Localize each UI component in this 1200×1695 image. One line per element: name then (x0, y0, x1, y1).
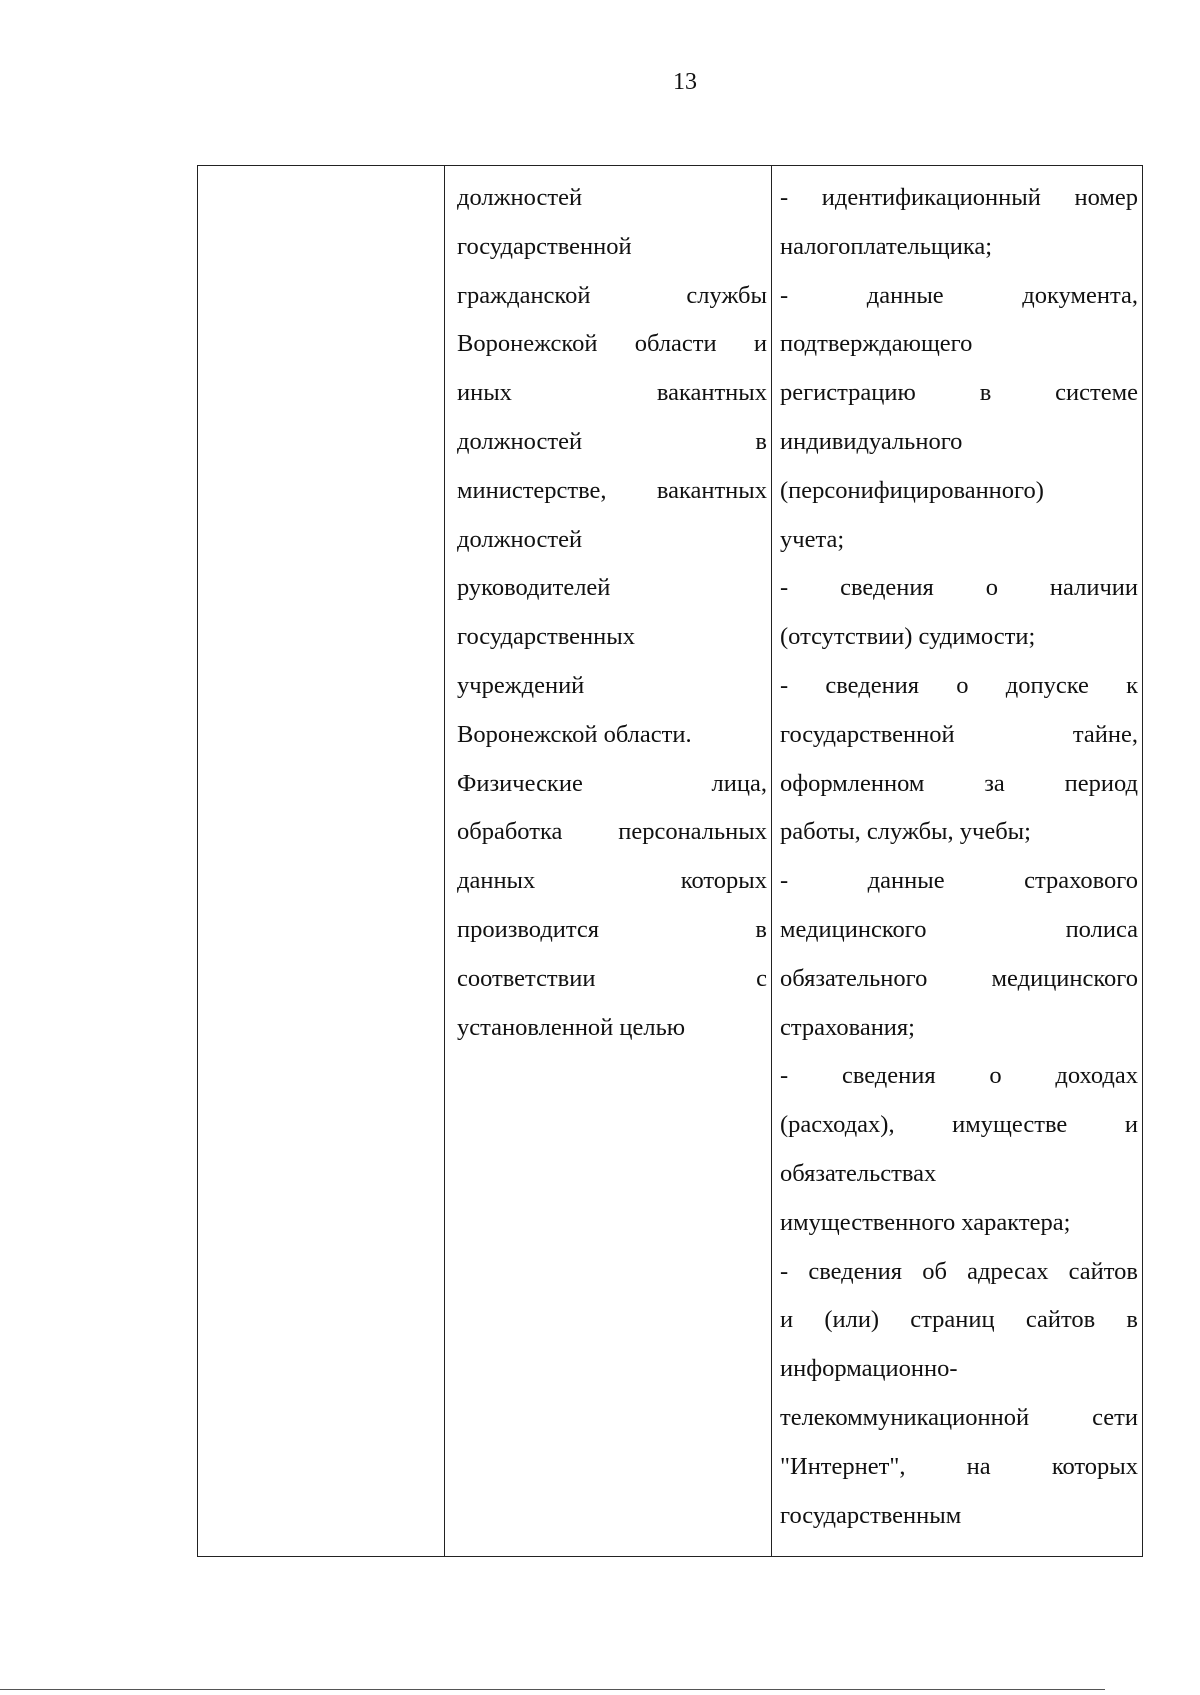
table-text-line: страхования; (780, 1013, 915, 1041)
table-text-line: обязательствах (780, 1159, 937, 1187)
table-text-line: должностей (457, 184, 583, 211)
table-text-line: установленной целью (457, 1013, 686, 1041)
table-text-line: производится в (457, 915, 767, 943)
table-text-line: гражданской службы (457, 281, 767, 309)
table-text-line: (персонифицированного) (780, 476, 1044, 504)
table-text-line: (расходах), имуществе и (780, 1111, 1138, 1139)
table-text-line: - сведения о допуске к (780, 671, 1138, 699)
table-text-line: (отсутствии) судимости; (780, 623, 1036, 651)
table-text-line: государственным (780, 1501, 962, 1529)
table-text-line: налогоплательщика; (780, 232, 993, 260)
table-text-line: - данные страхового (780, 867, 1138, 895)
table-text-line: должностей (457, 525, 583, 553)
table-text-line: государственной (457, 232, 632, 260)
table-text-line: должностей в (457, 427, 767, 455)
table-text-line: обработка персональных (457, 818, 767, 846)
data-table (197, 165, 1143, 1557)
table-text-line: медицинского полиса (780, 915, 1138, 943)
table-text-line: Воронежской области и (457, 330, 767, 358)
table-text-line: работы, службы, учебы; (780, 818, 1031, 846)
table-text-line: - идентификационный номер (780, 184, 1138, 211)
table-text-line: - сведения о наличии (780, 574, 1138, 602)
page-bottom-rule (0, 1689, 1105, 1690)
table-text-line: подтверждающего (780, 330, 973, 358)
table-text-line: государственной тайне, (780, 720, 1138, 748)
table-text-line: Воронежской области. (457, 720, 692, 748)
table-text-line: регистрацию в системе (780, 379, 1138, 407)
table-text-line: Физические лица, (457, 769, 767, 797)
table-text-line: министерстве, вакантных (457, 476, 767, 504)
table-text-line: индивидуального (780, 427, 963, 455)
table-text-line: учета; (780, 525, 845, 553)
table-text-line: оформленном за период (780, 769, 1138, 797)
table-text-line: иных вакантных (457, 379, 767, 407)
table-text-line: - сведения о доходах (780, 1062, 1138, 1090)
table-column-subjects (445, 166, 772, 1556)
table-text-line: государственных (457, 623, 635, 651)
table-text-line: имущественного характера; (780, 1208, 1071, 1236)
table-text-line: обязательного медицинского (780, 964, 1138, 992)
table-text-line: "Интернет", на которых (780, 1452, 1138, 1480)
table-text-line: телекоммуникационной сети (780, 1403, 1138, 1431)
table-text-line: - данные документа, (780, 281, 1138, 309)
table-column-data-list (772, 166, 1142, 1556)
table-text-line: - сведения об адресах сайтов (780, 1257, 1138, 1285)
table-text-line: и (или) страниц сайтов в (780, 1306, 1138, 1334)
table-text-line: учреждений (457, 671, 585, 699)
page-number: 13 (673, 69, 697, 95)
table-text-line: информационно- (780, 1355, 958, 1383)
table-text-line: соответствии с (457, 964, 767, 992)
table-text-line: руководителей (457, 574, 611, 602)
table-column-empty (198, 166, 445, 1556)
table-text-line: данных которых (457, 867, 767, 895)
